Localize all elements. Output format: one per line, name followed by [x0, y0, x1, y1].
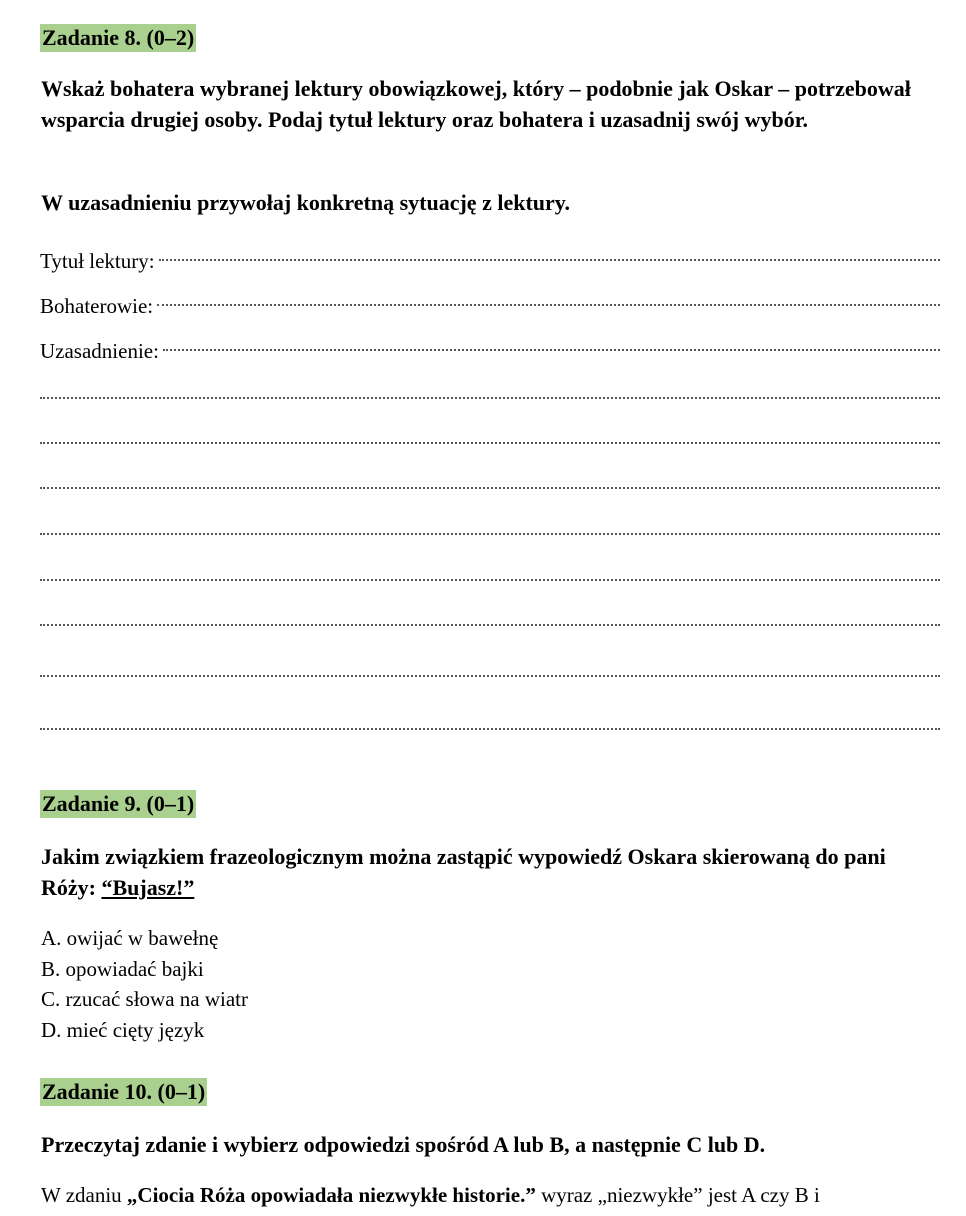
title-answer-line[interactable] — [40, 240, 940, 275]
justification-answer-line[interactable] — [40, 330, 940, 365]
answer-line[interactable] — [40, 423, 940, 451]
dotted-line[interactable] — [40, 514, 940, 542]
answer-line[interactable] — [40, 468, 940, 496]
heroes-answer-line[interactable] — [40, 285, 940, 320]
title-dotted-line[interactable] — [159, 240, 940, 268]
answer-line[interactable] — [40, 656, 940, 684]
answer-line[interactable] — [40, 605, 940, 633]
dotted-line[interactable] — [40, 560, 940, 588]
dotted-line[interactable] — [40, 656, 940, 684]
answer-line[interactable] — [40, 560, 940, 588]
dotted-line[interactable] — [40, 423, 940, 451]
answer-line[interactable] — [40, 378, 940, 406]
heroes-dotted-line[interactable] — [157, 285, 940, 313]
task8-instruction: W uzasadnieniu przywołaj konkretną sytuację z lektury. — [41, 190, 571, 215]
justification-label: Uzasadnienie: — [40, 339, 159, 363]
task10-header: Zadanie 10. (0–1) — [42, 1079, 206, 1104]
dotted-line[interactable] — [40, 605, 940, 633]
title-label: Tytuł lektury: — [40, 249, 155, 273]
task9-prompt-text: Jakim związkiem frazeologicznym można zastąpić wypowiedź Oskara skierowaną do pani Róży: — [41, 844, 886, 900]
answer-line[interactable] — [40, 514, 940, 542]
dotted-line[interactable] — [40, 378, 940, 406]
answer-line[interactable] — [40, 709, 940, 737]
justification-dotted-line[interactable] — [163, 330, 940, 358]
task9-header: Zadanie 9. (0–1) — [42, 791, 195, 816]
option-d[interactable]: D. mieć cięty język — [41, 1018, 205, 1042]
task10-sentence-quote: „Ciocia Róża opowiadała niezwykłe historie.” — [126, 1183, 536, 1207]
dotted-line[interactable] — [40, 468, 940, 496]
task10-prompt: Przeczytaj zdanie i wybierz odpowiedzi spośród A lub B, a następnie C lub D. — [41, 1132, 766, 1157]
option-c[interactable]: C. rzucać słowa na wiatr — [41, 987, 248, 1011]
task10-sentence-prefix: W zdaniu — [41, 1183, 122, 1207]
task9-prompt — [41, 841, 941, 903]
dotted-line[interactable] — [40, 709, 940, 737]
task8-prompt: Wskaż bohatera wybranej lektury obowiązkowej, który – podobnie jak Oskar – potrzebował wsparcia drugiej osoby. Podaj tytuł lektury oraz bohatera i uzasadnij swój wybór. — [41, 76, 911, 132]
task10-sentence-suffix: wyraz „niezwykłe” jest A czy B i — [541, 1183, 820, 1207]
option-b[interactable]: B. opowiadać bajki — [41, 957, 204, 981]
task8-header: Zadanie 8. (0–2) — [42, 25, 195, 50]
heroes-label: Bohaterowie: — [40, 294, 154, 318]
task10-sentence — [41, 1180, 941, 1211]
task9-quote: “Bujasz!” — [101, 875, 195, 900]
option-a[interactable]: A. owijać w bawełnę — [41, 926, 219, 950]
